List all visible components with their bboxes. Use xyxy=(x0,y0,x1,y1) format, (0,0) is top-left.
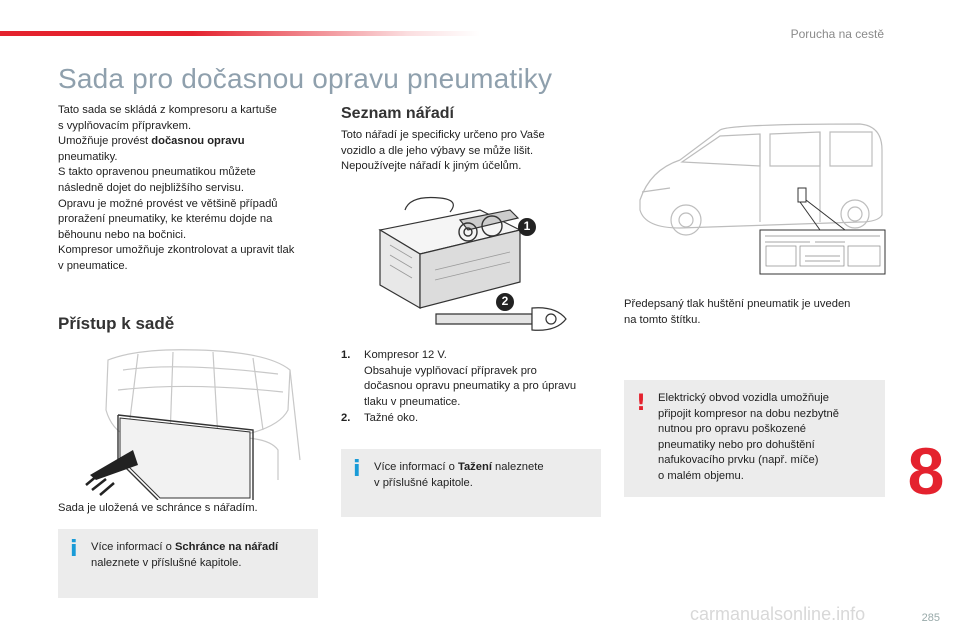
toolbox-info-box: i Více informací o Schránce na nářadí naleznete v příslušné kapitole. xyxy=(58,529,318,598)
info-icon: i xyxy=(353,457,361,482)
towing-info-box: i Více informací o Tažení naleznete v příslušné kapitole. xyxy=(341,449,601,517)
warning-icon: ! xyxy=(636,391,647,416)
access-heading: Přístup k sadě xyxy=(58,314,175,333)
tools-intro: Toto nářadí je specificky určeno pro Vaše vozidlo a dle jeho výbavy se může lišit. Nepoužívejte nářadí k jiným účelům. xyxy=(341,129,545,173)
compressor-illustration xyxy=(360,190,580,340)
intro-text: Tato sada se skládá z kompresoru a kartuše s vyplňovacím přípravkem. Umožňuje provést dočasnou opravu pneumatiky. S takto opravenou pneumatikou můžete následně dojet do nejbližšího servisu. Opravu je možné provést ve většině případů proražení pneumatiky, ke kterému dojde na běhounu nebo na bočnici. Kompresor umožňuje zkontrolovat a upravit tlak v pneumatice. xyxy=(58,104,295,272)
tire-pressure-caption: Předepsaný tlak huštění pneumatik je uveden na tomto štítku. xyxy=(624,298,851,326)
watermark: carmanualsonline.info xyxy=(690,604,866,624)
section-header: Porucha na cestě xyxy=(790,27,884,41)
van-illustration xyxy=(620,110,890,280)
tools-heading: Seznam nářadí xyxy=(341,105,454,122)
info-icon: i xyxy=(70,537,78,562)
page-number: 285 xyxy=(921,612,940,624)
toolbox-caption: Sada je uložená ve schránce s nářadím. xyxy=(58,502,258,514)
list-item: 2. Tažné oko. xyxy=(341,412,419,425)
header-accent-bar xyxy=(0,31,480,36)
chapter-number: 8 xyxy=(907,434,945,508)
callout-1-label: 1 xyxy=(523,219,531,233)
tools-list xyxy=(341,348,603,428)
callout-2-label: 2 xyxy=(501,294,509,308)
seat-toolbox-illustration xyxy=(78,340,318,500)
list-item: 1. Kompresor 12 V. Obsahuje vyplňovací přípravek pro dočasnou opravu pneumatiky a pro úpravu tlaku v pneumatice. xyxy=(341,349,577,408)
page-title: Sada pro dočasnou opravu pneumatiky xyxy=(58,63,553,94)
electric-warning-box: ! Elektrický obvod vozidla umožňuje připojit kompresor na dobu nezbytně nutnou pro opravu poškozené pneumatiky nebo pro dohuštění nafukovacího prvku (např. míče) o malém objemu. xyxy=(624,380,885,497)
